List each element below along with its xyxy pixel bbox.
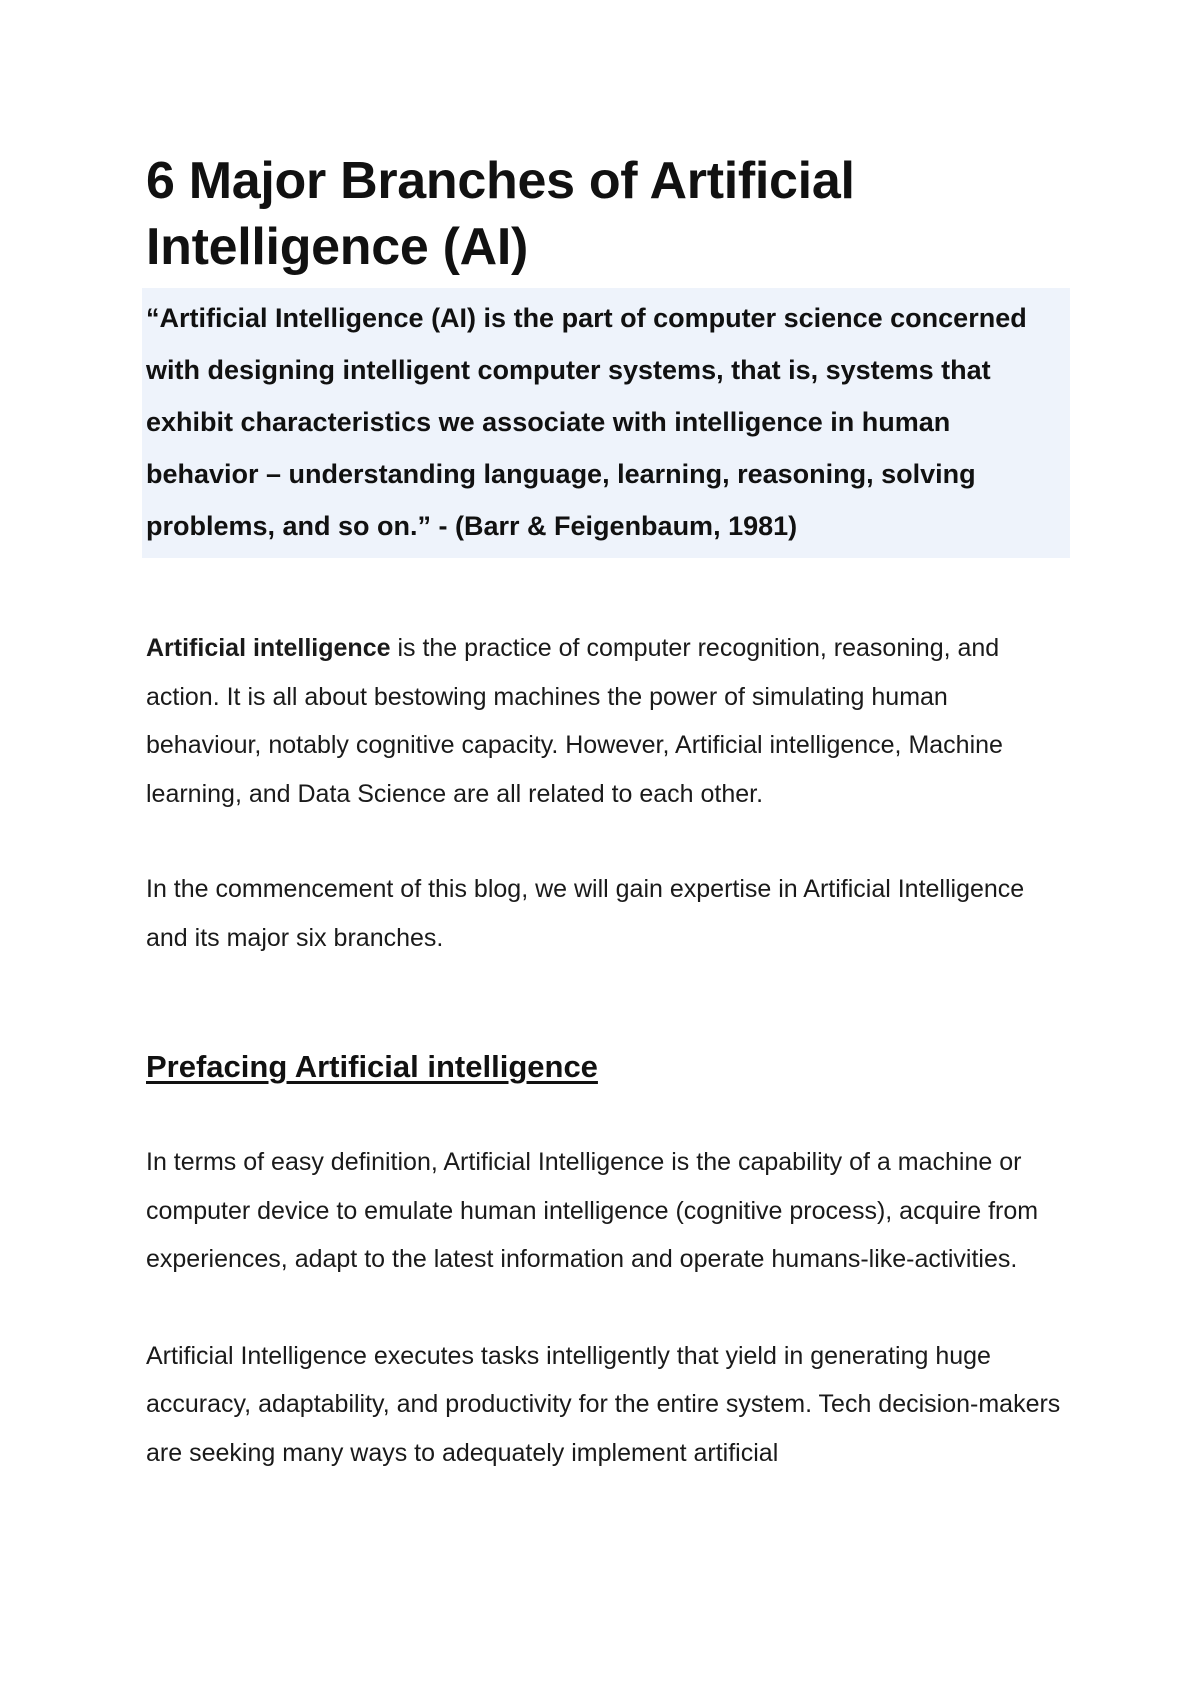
paragraph-lead-bold: Artificial intelligence [146, 634, 391, 662]
paragraph-intro-text: is the practice of computer recognition, reasoning, and action. It is all about bestowing machines the power of simulating human behaviour, notably cognitive capacity. However, Artificial intelligence, Machine learning, and Data Science are all related to each other. [146, 634, 1003, 808]
paragraph-execution: Artificial Intelligence executes tasks intelligently that yield in generating huge accuracy, adaptability, and productivity for the entire system. Tech decision-makers are seeking many ways to adequately implement artificial [146, 1341, 1061, 1467]
section-heading: Prefacing Artificial intelligence [146, 1049, 598, 1084]
highlighted-quote: “Artificial Intelligence (AI) is the part of computer science concerned with designing intelligent computer systems, that is, systems that exhibit characteristics we associate with intelligence in human behavior – understanding language, learning, reasoning, solving problems, and so on.” - (Barr & Feigenbaum, 1981) [142, 288, 1070, 558]
document-content [146, 148, 1066, 1477]
paragraph-intro [146, 624, 1066, 818]
paragraph-definition: In terms of easy definition, Artificial Intelligence is the capability of a machine or computer device to emulate human intelligence (cognitive process), acquire from experiences, adapt to the latest information and operate humans-like-activities. [146, 1148, 1039, 1273]
paragraph-blog-commencement: In the commencement of this blog, we will gain expertise in Artificial Intelligence and its major six branches. [146, 875, 1025, 952]
page-title: 6 Major Branches of Artificial Intelligence (AI) [146, 152, 855, 276]
